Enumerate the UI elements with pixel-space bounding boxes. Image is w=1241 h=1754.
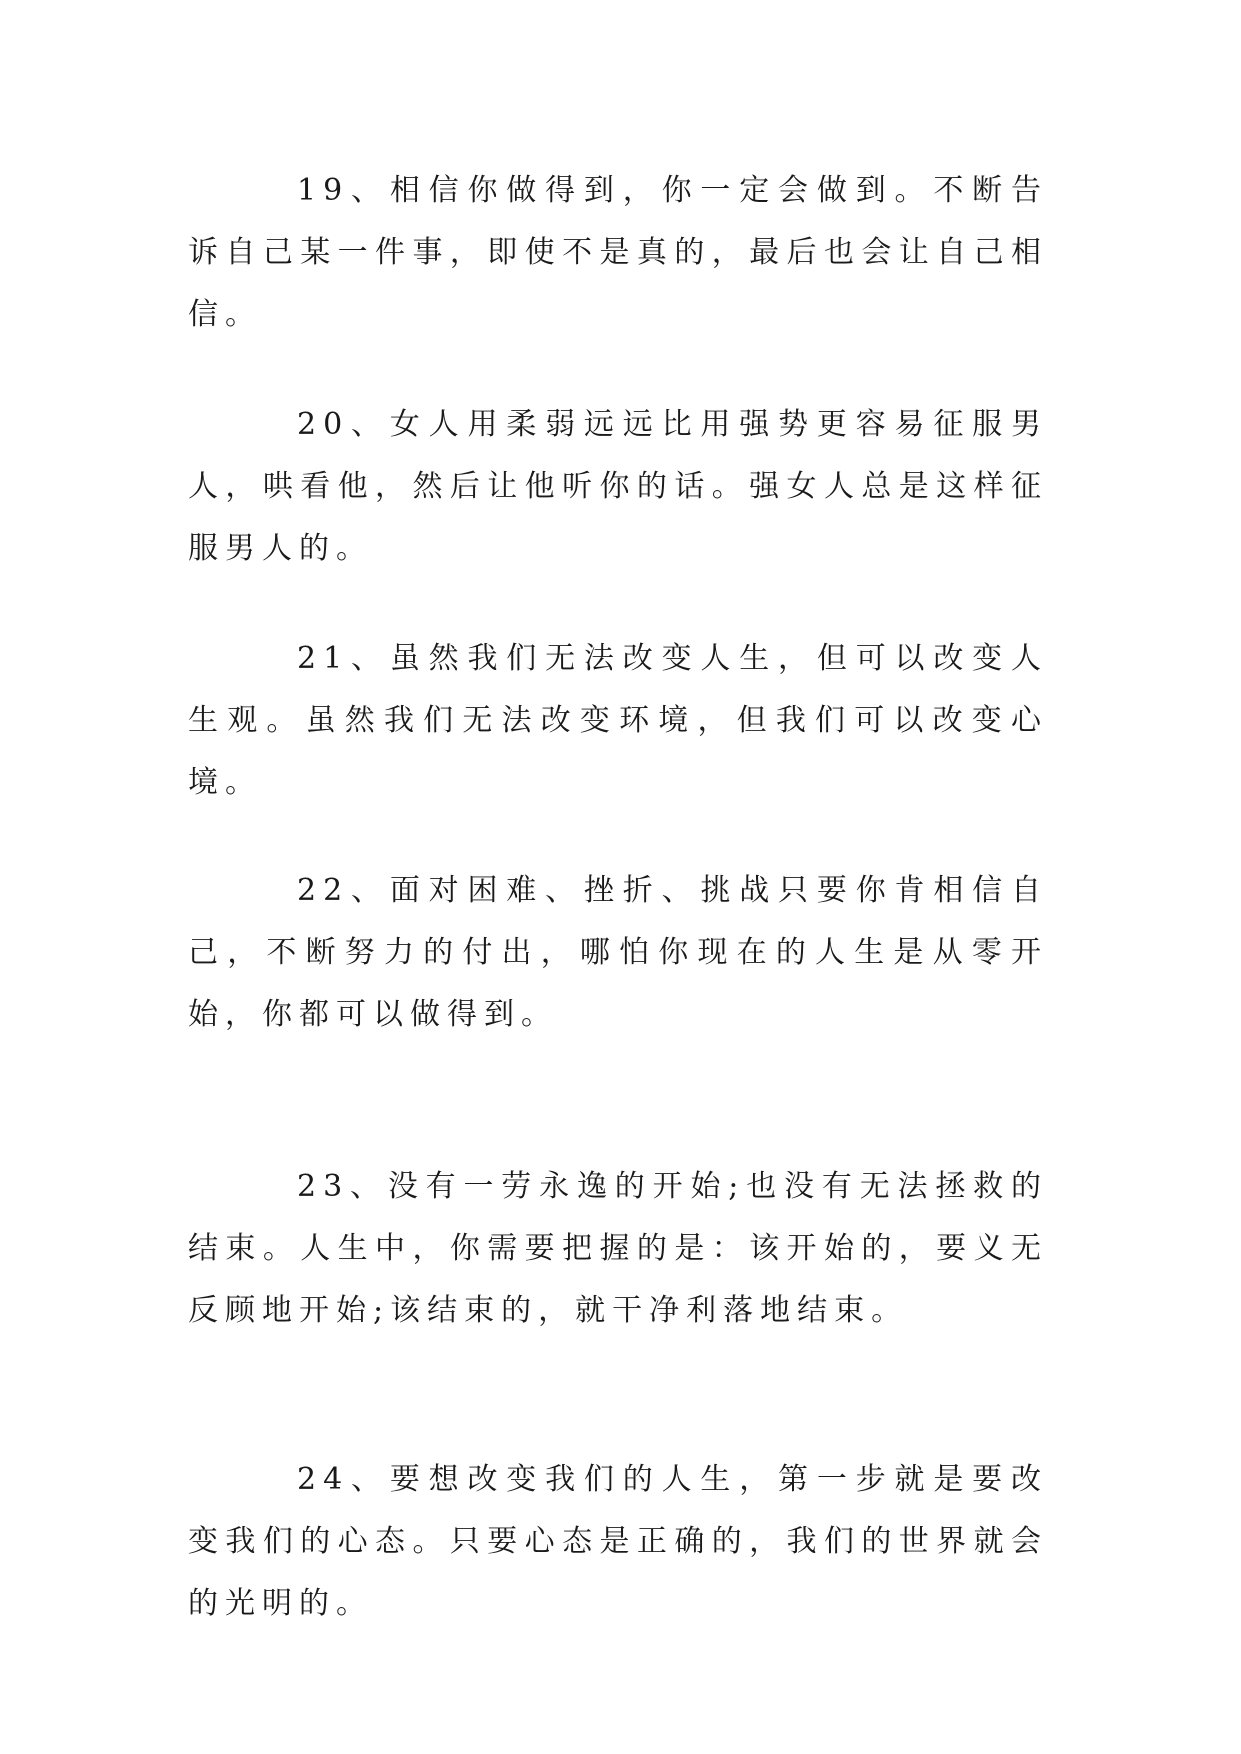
- paragraph-19: 19、相信你做得到，你一定会做到。不断告诉自己某一件事，即使不是真的，最后也会让自己相信。: [188, 173, 1048, 332]
- paragraph-23: 23、没有一劳永逸的开始;也没有无法拯救的结束。人生中，你需要把握的是：该开始的，要义无反顾地开始;该结束的，就干净利落地结束。: [188, 1169, 1048, 1328]
- paragraph-24: 24、要想改变我们的人生，第一步就是要改变我们的心态。只要心态是正确的，我们的世界就会的光明的。: [188, 1462, 1048, 1621]
- paragraph-21: 21、虽然我们无法改变人生，但可以改变人生观。虽然我们无法改变环境，但我们可以改变心境。: [188, 641, 1048, 800]
- paragraph-20: 20、女人用柔弱远远比用强势更容易征服男人，哄看他，然后让他听你的话。强女人总是这样征服男人的。: [188, 407, 1048, 566]
- paragraph-22: 22、面对困难、挫折、挑战只要你肯相信自己，不断努力的付出，哪怕你现在的人生是从零开始，你都可以做得到。: [188, 873, 1048, 1032]
